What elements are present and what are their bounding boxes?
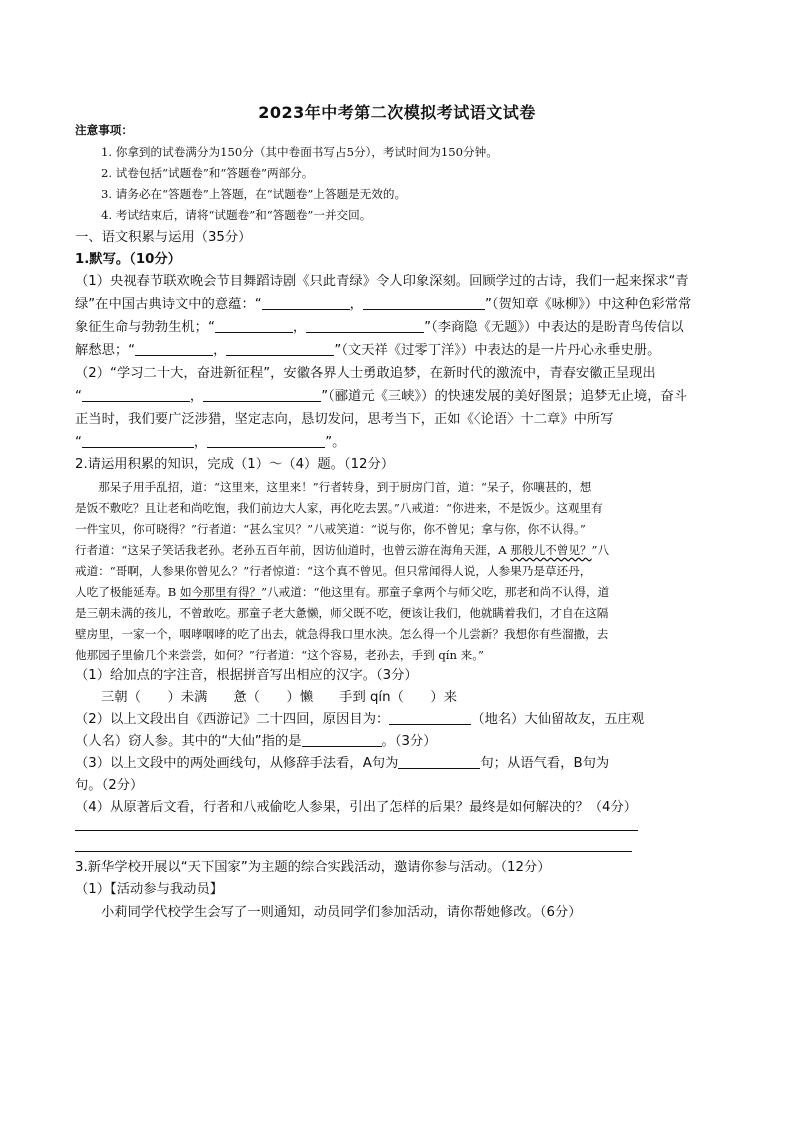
passage-line: 壁房里，一家一个，咽哮咽哮的吃了出去，就急得我口里水泱。怎么得一个儿尝新？我想你有些溜撒，去 — [75, 627, 609, 641]
q2-sub1-row: 三朝（ ）未满 惫（ ）懒 手到 qín（ ）来 — [101, 690, 458, 705]
passage-line: 戒道：“哥啊，人参果你曾见么？”行者惊道：“这个真不曾见。但只常闻得人说，人参果乃是草还丹， — [75, 564, 592, 578]
passage-line: 是三朝未满的孩儿，不曾敢吃。那童子老大惫懒，师父既不吃，便该让我们，他就瞒着我们，才自在这隔 — [75, 606, 609, 620]
q1-p2-line: 正当时，我们要广泛涉猎，坚定志向，恳切发问，思考当下，正如《〈论语〉十二章》中所写 — [75, 412, 614, 427]
q1-p2-line: “ ， ”。 — [75, 435, 346, 450]
passage-line: 那呆子用手乱招，道：“这里来，这里来！”行者转身，到于厨房门首，道：“呆子，你嚷甚的，想 — [75, 480, 592, 494]
q2-heading: 2.请运用积累的知识，完成（1）～（4）题。（12分） — [75, 457, 395, 472]
answer-blank[interactable] — [82, 433, 194, 448]
notes-heading: 注意事项： — [75, 123, 133, 137]
q2-sub4-text: （4）从原著后文看，行者和八戒偷吃人参果，引出了怎样的后果？最终是如何解决的？（4分） — [75, 800, 638, 815]
q2-sub1-text: （1）给加点的字注音，根据拼音写出相应的汉字。（3分） — [75, 668, 418, 683]
notes-item-1: 1. 你拿到的试卷满分为150分（其中卷面书写占5分），考试时间为150分钟。 — [101, 145, 498, 159]
notes-item-4: 4. 考试结束后，请将“试题卷”和“答题卷”一并交回。 — [101, 208, 372, 222]
section-heading: 一、语文积累与运用（35分） — [75, 230, 252, 245]
q1-p2-line: “ ， ”（郦道元《三峡》）的快速发展的美好图景；追梦无止境，奋斗 — [75, 389, 688, 404]
passage-line: 他那园子里偷几个来尝尝，如何？”行者道：“这个容易，老孙去，手到 qín 来。” — [75, 648, 484, 662]
answer-blank[interactable] — [389, 710, 471, 725]
q1-p2-line: （2）“学习二十大，奋进新征程”，安徽各界人士勇敢追梦，在新时代的激流中，青春安徽正呈现出 — [75, 366, 656, 381]
answer-line[interactable] — [75, 851, 632, 852]
underlined-sentence-a: 那般儿不曾见？ — [510, 543, 592, 557]
q2-sub2-line: （2）以上文段出自《西游记》二十四回，原因目为： （地名）大仙留故友，五庄观 — [75, 712, 645, 727]
answer-blank[interactable] — [82, 387, 190, 402]
passage-line: 一件宝贝，你可晓得？”行者道：“甚么宝贝？”八戒笑道：“说与你，你不曾见；拿与你，你不认得。” — [75, 522, 586, 536]
answer-blank[interactable] — [207, 433, 325, 448]
answer-blank[interactable] — [226, 341, 334, 356]
answer-blank[interactable] — [135, 341, 213, 356]
q1-heading: 1.默写。（10分） — [75, 252, 181, 267]
q3-heading: 3.新华学校开展以“天下国家”为主题的综合实践活动，邀请你参与活动。（12分） — [75, 860, 551, 875]
answer-blank[interactable] — [215, 318, 293, 333]
q1-p1-line: （1）央视春节联欢晚会节目舞蹈诗剧《只此青绿》令人印象深刻。回顾学过的古诗，我们一起来探求“青 — [75, 274, 689, 289]
q2-sub2-line: （人名）窃人参。其中的“大仙”指的是 。（3分） — [75, 734, 437, 749]
exam-title: 2023年中考第二次模拟考试语文试卷 — [258, 103, 536, 122]
q1-p1-line: 解愁思；“ ， ”（文天祥《过零丁洋》）中表达的是一片丹心永垂史册。 — [75, 343, 661, 358]
answer-blank[interactable] — [398, 754, 480, 769]
passage-line: 是饭不敷吃？且让老和尚吃饱，我们前边大人家，再化吃去罢。”八戒道：“你进来，不是饭少。这观里有 — [75, 501, 603, 515]
answer-line[interactable] — [75, 830, 638, 831]
q1-p1-line: 象征生命与勃勃生机；“ ， ”（李商隐《无题》）中表达的是盼青鸟传信以 — [75, 320, 684, 335]
q2-sub3-line: （3）以上文段中的两处画线句，从修辞手法看，A句为 句；从语气看，B句为 — [75, 756, 610, 771]
q1-p1-line: 绿”在中国古典诗文中的意蕴：“ ， ”（贺知章《咏柳》）中这种色彩常常 — [75, 297, 692, 312]
q3-sub1-heading: （1）【活动参与我动员】 — [75, 882, 224, 897]
passage-line: 人吃了极能延寿。B 如今那里有得？”八戒道：“他这里有。那童子拿两个与师父吃，那老和尚不认得，道 — [75, 585, 610, 599]
answer-blank[interactable] — [306, 318, 424, 333]
passage-line: 行者道：“这呆子笑话我老孙。老孙五百年前，因访仙道时，也曾云游在海角天涯，A 那般儿不曾见？”八 — [75, 543, 610, 557]
q3-instruction: 小莉同学代校学生会写了一则通知，动员同学们参加活动，请你帮她修改。（6分） — [101, 905, 582, 920]
answer-blank[interactable] — [302, 732, 382, 747]
answer-blank[interactable] — [203, 387, 321, 402]
notes-item-3: 3. 请务必在“答题卷”上答题，在“试题卷”上答题是无效的。 — [101, 187, 407, 201]
notes-item-2: 2. 试卷包括“试题卷”和“答题卷”两部分。 — [101, 166, 314, 180]
answer-blank[interactable] — [363, 295, 485, 310]
q2-sub3-line: 句。（2分） — [75, 778, 144, 793]
underlined-sentence-b: 如今那里有得？ — [179, 585, 262, 599]
answer-blank[interactable] — [262, 295, 350, 310]
